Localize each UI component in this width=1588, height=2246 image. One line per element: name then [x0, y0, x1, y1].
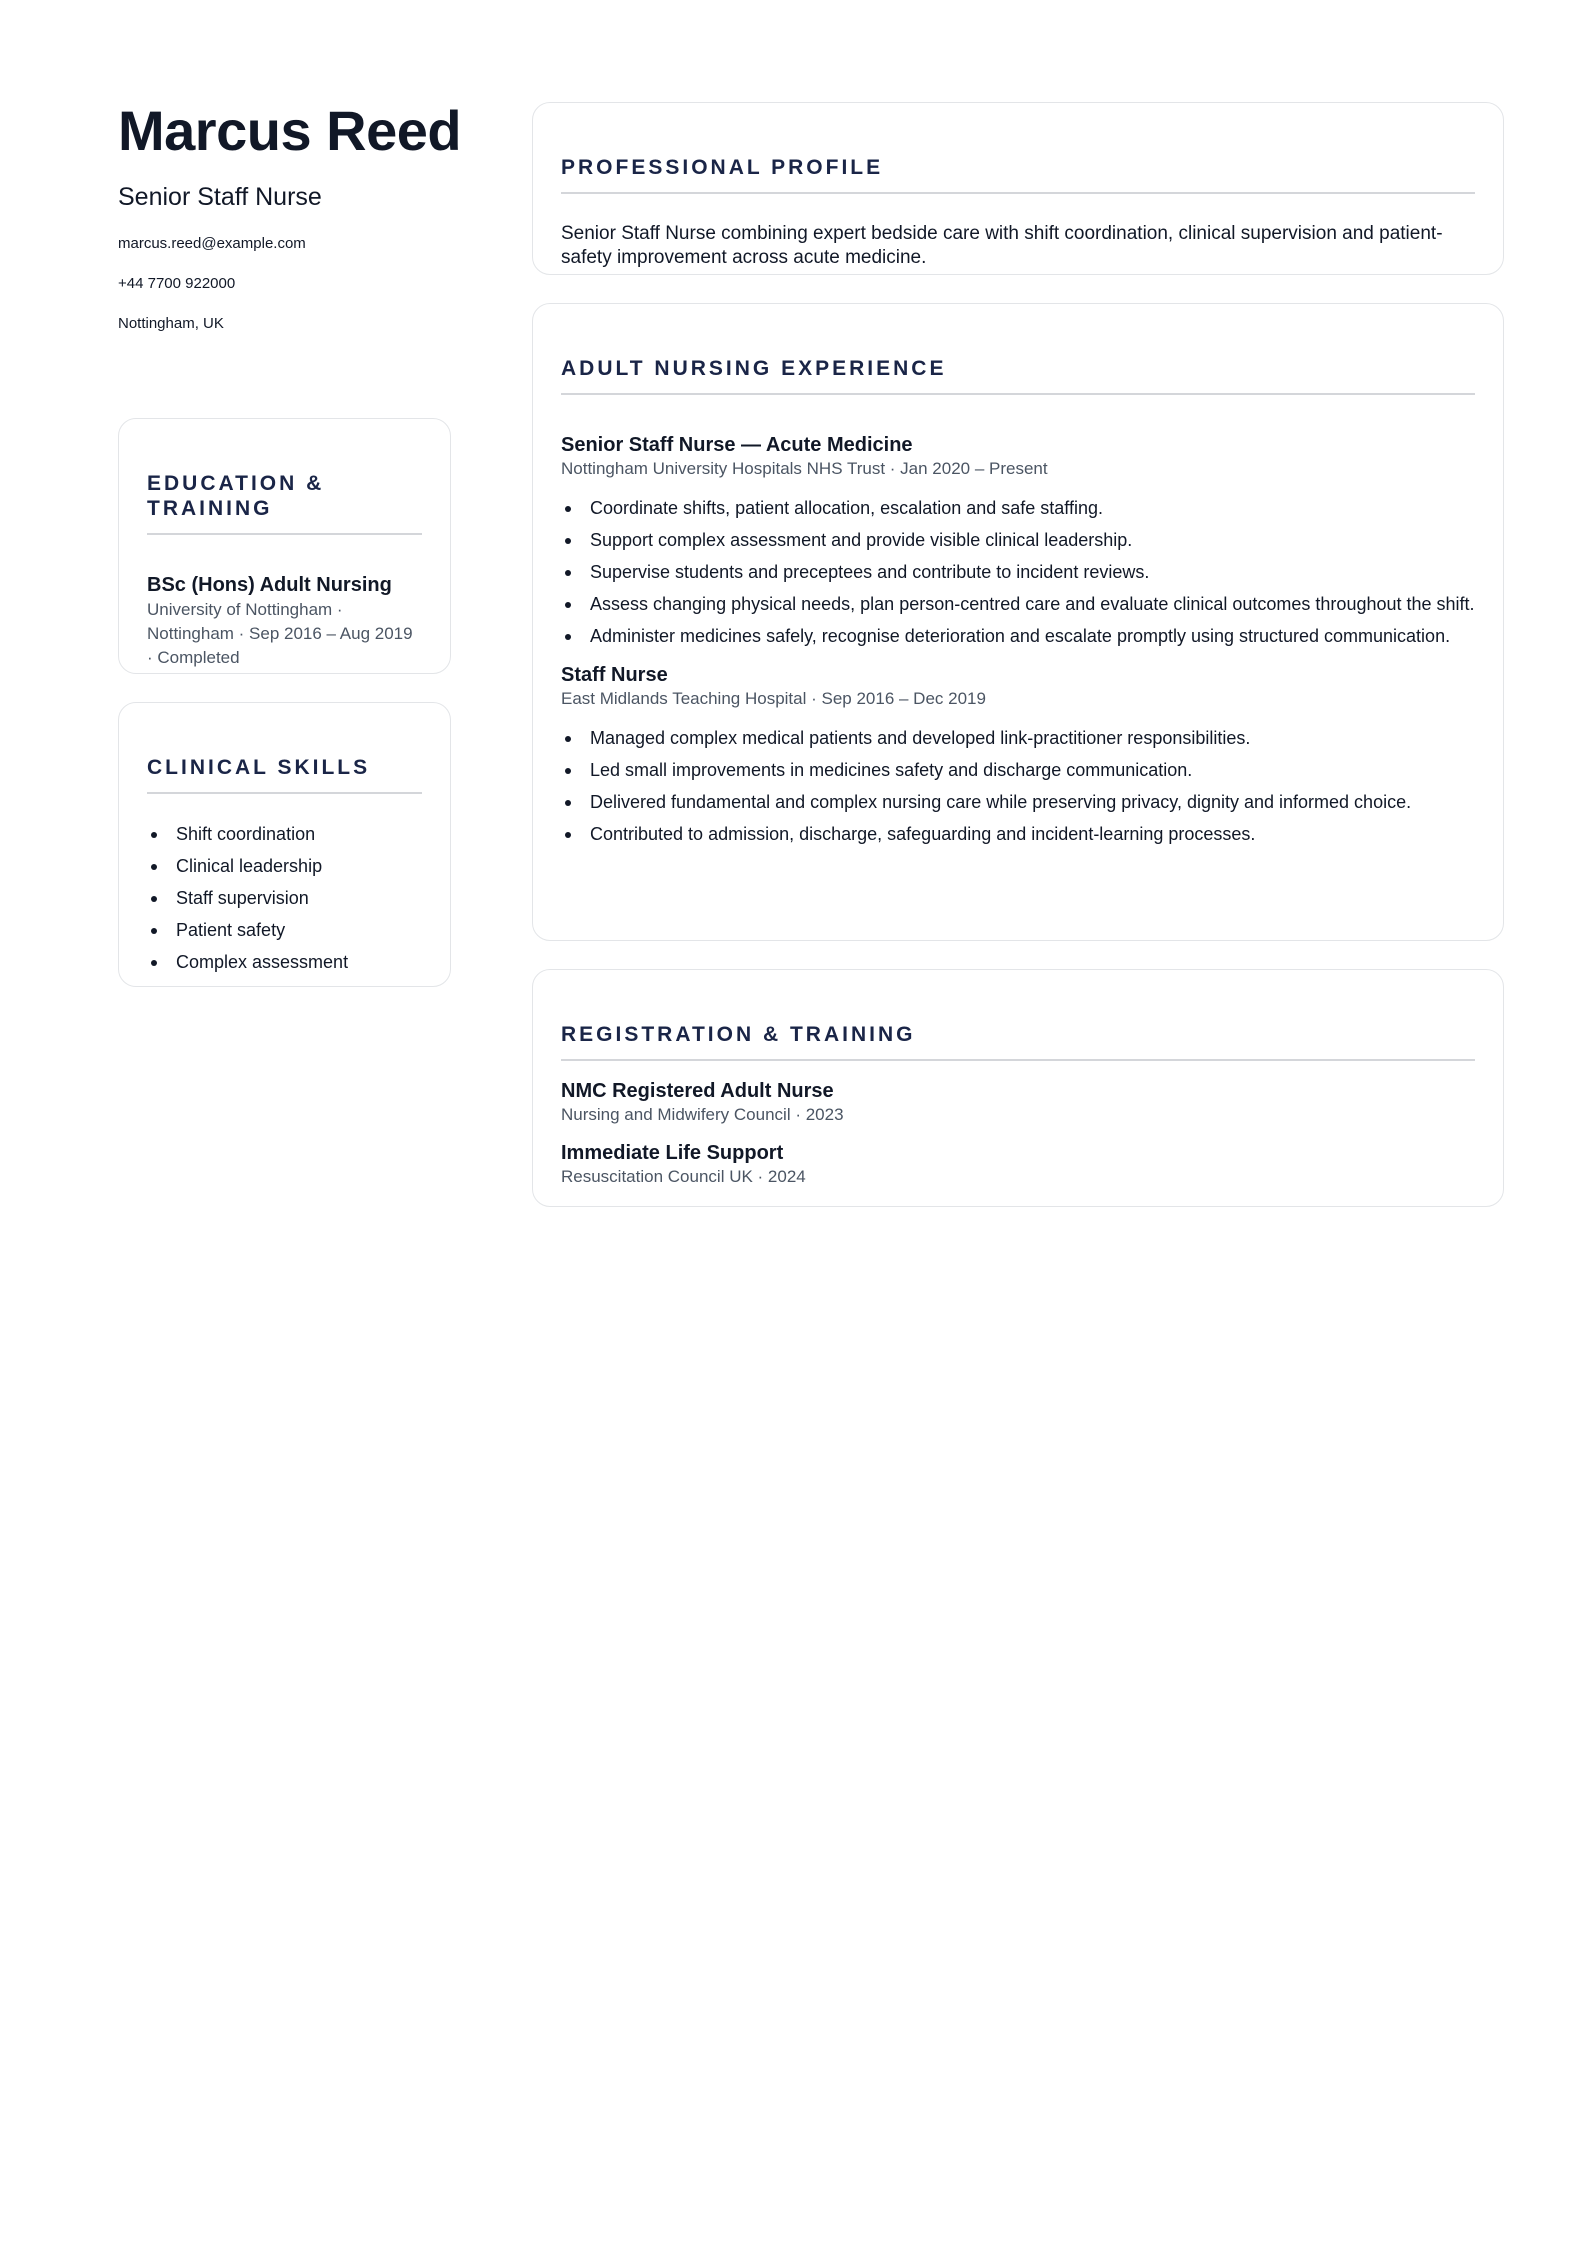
- registration-entry: [561, 1079, 1475, 1127]
- education-meta-line2: Nottingham · Sep 2016 – Aug 2019: [147, 624, 413, 644]
- skill-item: Clinical leadership: [176, 854, 422, 878]
- job-bullet: Delivered fundamental and complex nursing care while preserving privacy, dignity and informed choice.: [590, 790, 1475, 814]
- job-bullet: Administer medicines safely, recognise deterioration and escalate promptly using structured communication.: [590, 624, 1475, 648]
- candidate-title: Senior Staff Nurse: [118, 182, 322, 211]
- job-bullets: [561, 726, 1475, 846]
- education-degree: BSc (Hons) Adult Nursing: [147, 574, 392, 597]
- education-entry: [147, 573, 422, 670]
- experience-heading: ADULT NURSING EXPERIENCE: [561, 356, 1475, 395]
- job-meta: East Midlands Teaching Hospital · Sep 2016 – Dec 2019: [561, 689, 986, 709]
- candidate-name: Marcus Reed: [118, 99, 462, 162]
- job-bullet: Coordinate shifts, patient allocation, escalation and safe staffing.: [590, 496, 1475, 520]
- education-meta-line1: University of Nottingham ·: [147, 600, 343, 620]
- contact-list: [118, 234, 450, 354]
- education-meta: [147, 598, 422, 670]
- registration-title: NMC Registered Adult Nurse: [561, 1080, 834, 1103]
- job-entry: [561, 663, 1475, 846]
- skills-heading: CLINICAL SKILLS: [147, 755, 422, 794]
- education-heading-line2: TRAINING: [147, 497, 273, 521]
- registration-meta: Resuscitation Council UK · 2024: [561, 1167, 806, 1187]
- profile-heading: PROFESSIONAL PROFILE: [561, 155, 1475, 194]
- job-bullet: Contributed to admission, discharge, safeguarding and incident-learning processes.: [590, 822, 1475, 846]
- skill-item: Complex assessment: [176, 950, 422, 974]
- header-block: [118, 99, 462, 354]
- profile-summary: Senior Staff Nurse combining expert bedside care with shift coordination, clinical supervision and patient-safety improvement across acute medicine.: [561, 223, 1443, 269]
- skills-card: [118, 702, 451, 987]
- job-bullet: Managed complex medical patients and developed link-practitioner responsibilities.: [590, 726, 1475, 750]
- registration-entry: [561, 1141, 1475, 1189]
- education-heading: [147, 471, 422, 535]
- job-bullets: [561, 496, 1475, 648]
- job-title: Senior Staff Nurse — Acute Medicine: [561, 434, 913, 457]
- registration-title: Immediate Life Support: [561, 1142, 784, 1165]
- contact-phone: +44 7700 922000: [118, 274, 236, 292]
- contact-location: Nottingham, UK: [118, 314, 224, 332]
- registration-card: [532, 969, 1504, 1207]
- job-bullet: Led small improvements in medicines safety and discharge communication.: [590, 758, 1475, 782]
- job-bullet: Assess changing physical needs, plan person-centred care and evaluate clinical outcomes throughout the shift.: [590, 594, 1475, 615]
- job-title: Staff Nurse: [561, 664, 668, 687]
- education-meta-line3: · Completed: [147, 648, 240, 668]
- experience-card: [532, 303, 1504, 941]
- job-entry: [561, 433, 1475, 648]
- skills-list: [147, 822, 422, 974]
- job-meta: Nottingham University Hospitals NHS Trust · Jan 2020 – Present: [561, 459, 1048, 479]
- job-bullet: Supervise students and preceptees and contribute to incident reviews.: [590, 560, 1475, 584]
- contact-email: marcus.reed@example.com: [118, 234, 306, 252]
- education-heading-line1: EDUCATION &: [147, 472, 325, 495]
- profile-card: [532, 102, 1504, 275]
- job-bullet: Support complex assessment and provide visible clinical leadership.: [590, 528, 1475, 552]
- skill-item: Patient safety: [176, 918, 422, 942]
- skill-item: Staff supervision: [176, 886, 422, 910]
- registration-meta: Nursing and Midwifery Council · 2023: [561, 1105, 844, 1125]
- registration-heading: REGISTRATION & TRAINING: [561, 1022, 1475, 1061]
- education-card: [118, 418, 451, 674]
- skill-item: Shift coordination: [176, 822, 422, 846]
